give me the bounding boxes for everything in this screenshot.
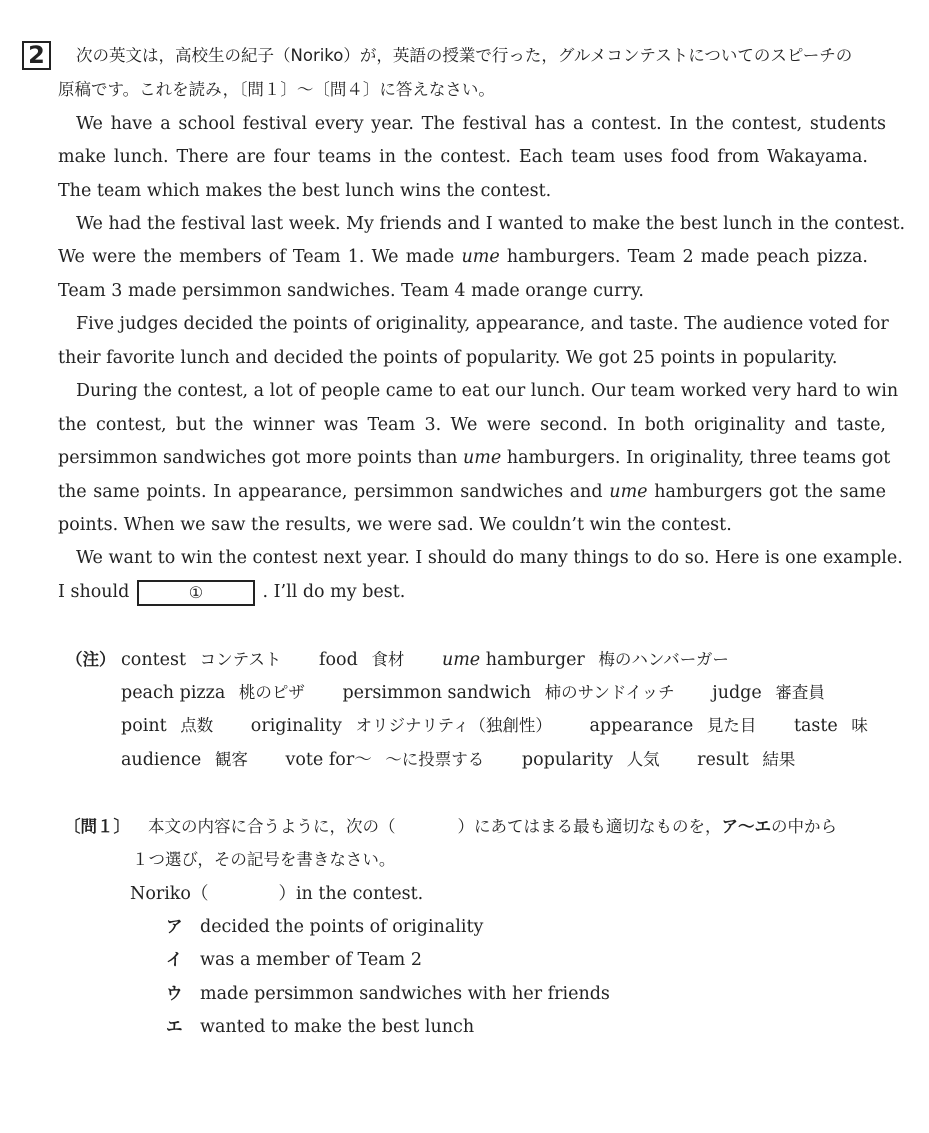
passage-line: We were the members of Team 1. We made ume hamburgers. Team 2 made peach pizza. <box>58 247 868 267</box>
note-term: point <box>121 716 167 736</box>
passage-line: The team which makes the best lunch wins the contest. <box>58 181 552 201</box>
passage-line: persimmon sandwiches got more points than ume hamburgers. In originality, three teams got <box>58 448 891 468</box>
note-translation: オリジナリティ（独創性） <box>355 716 552 735</box>
answer-blank-1[interactable]: ① <box>137 580 255 606</box>
instruction-part: の中から <box>771 817 837 836</box>
notes-row <box>121 748 795 772</box>
last-line-end: . I’ll do my best. <box>262 582 406 602</box>
stem-end: ）in the contest. <box>278 884 424 904</box>
choice-text: wanted to make the best lunch <box>200 1017 475 1037</box>
intro-line-2: 原稿です。これを読み，〔問１〕～〔問４〕に答えなさい。 <box>58 80 495 99</box>
instruction-part: ）にあてはまる最も適切なものを， <box>457 817 722 836</box>
passage-line: the contest, but the winner was Team 3. We were second. In both originality and taste, <box>58 415 886 435</box>
note-translation: 食材 <box>371 650 405 669</box>
instruction-range: ア～エ <box>721 817 771 836</box>
choice-kana: ア <box>166 917 183 936</box>
note-translation: 観客 <box>214 750 248 769</box>
note-term: peach pizza <box>121 683 226 703</box>
choice-kana: イ <box>166 950 183 969</box>
last-line-start: I should <box>58 582 130 602</box>
choice-text: decided the points of originality <box>200 917 484 937</box>
question-1-instruction <box>148 815 837 839</box>
passage-line: their favorite lunch and decided the points of popularity. We got 25 points in popularity. <box>58 348 838 368</box>
note-term: persimmon sandwich <box>342 683 532 703</box>
note-translation: 味 <box>851 716 868 735</box>
choice-text: made persimmon sandwiches with her friends <box>200 984 610 1004</box>
intro-line-1: 次の英文は，高校生の紀子（Noriko）が，英語の授業で行った，グルメコンテストについてのスピーチの <box>76 46 853 65</box>
note-translation: 点数 <box>180 716 214 735</box>
notes-row <box>121 648 729 672</box>
question-number-box: 2 <box>22 41 51 70</box>
choice-kana: ウ <box>166 984 183 1003</box>
passage-line: During the contest, a lot of people came to eat our lunch. Our team worked very hard to win <box>76 381 899 401</box>
passage-line: Five judges decided the points of originality, appearance, and taste. The audience voted for <box>76 314 889 334</box>
passage-last-line <box>58 578 405 606</box>
note-term: food <box>319 650 358 670</box>
note-term: contest <box>121 650 187 670</box>
choice-u[interactable] <box>166 982 610 1006</box>
choice-a[interactable] <box>166 915 483 939</box>
note-term: ume hamburger <box>441 650 585 670</box>
note-translation: 人気 <box>626 750 660 769</box>
choice-e[interactable] <box>166 1015 474 1039</box>
note-term: taste <box>793 716 838 736</box>
note-translation: 桃のピザ <box>238 683 305 702</box>
choice-i[interactable] <box>166 948 422 972</box>
question-1-label: 〔問１〕 <box>64 817 130 836</box>
notes-row <box>121 714 868 738</box>
note-translation: 結果 <box>762 750 796 769</box>
notes-row <box>121 681 825 705</box>
question-1-instruction-line-2: １つ選び，その記号を書きなさい。 <box>132 850 396 869</box>
note-translation: 審査員 <box>775 683 825 702</box>
passage-line: We have a school festival every year. The festival has a contest. In the contest, students <box>76 114 886 134</box>
note-translation: 柿のサンドイッチ <box>544 683 675 702</box>
passage-line: We want to win the contest next year. I should do many things to do so. Here is one example. <box>76 548 903 568</box>
note-term: judge <box>712 683 762 703</box>
passage-line: the same points. In appearance, persimmon sandwiches and ume hamburgers got the same <box>58 482 886 502</box>
note-term: originality <box>250 716 342 736</box>
choice-kana: エ <box>166 1017 183 1036</box>
note-term: audience <box>121 750 202 770</box>
notes-label: （注） <box>66 650 116 669</box>
instruction-part: 本文の内容に合うように，次の（ <box>148 817 396 836</box>
note-term: appearance <box>589 716 694 736</box>
stem-start: Noriko（ <box>130 884 209 904</box>
note-term: vote for～ <box>285 750 372 770</box>
choice-text: was a member of Team 2 <box>200 950 422 970</box>
note-translation: ～に投票する <box>385 750 485 769</box>
note-term: popularity <box>521 750 613 770</box>
passage-line: points. When we saw the results, we were sad. We couldn’t win the contest. <box>58 515 732 535</box>
note-translation: コンテスト <box>199 650 282 669</box>
passage-line: make lunch. There are four teams in the contest. Each team uses food from Wakayama. <box>58 147 868 167</box>
question-1-stem <box>130 882 423 906</box>
passage-line: Team 3 made persimmon sandwiches. Team 4 made orange curry. <box>58 281 644 301</box>
note-translation: 見た目 <box>706 716 757 735</box>
note-term: result <box>697 750 749 770</box>
passage-line: We had the festival last week. My friends and I wanted to make the best lunch in the contest. <box>76 214 906 234</box>
note-translation: 梅のハンバーガー <box>598 650 729 669</box>
